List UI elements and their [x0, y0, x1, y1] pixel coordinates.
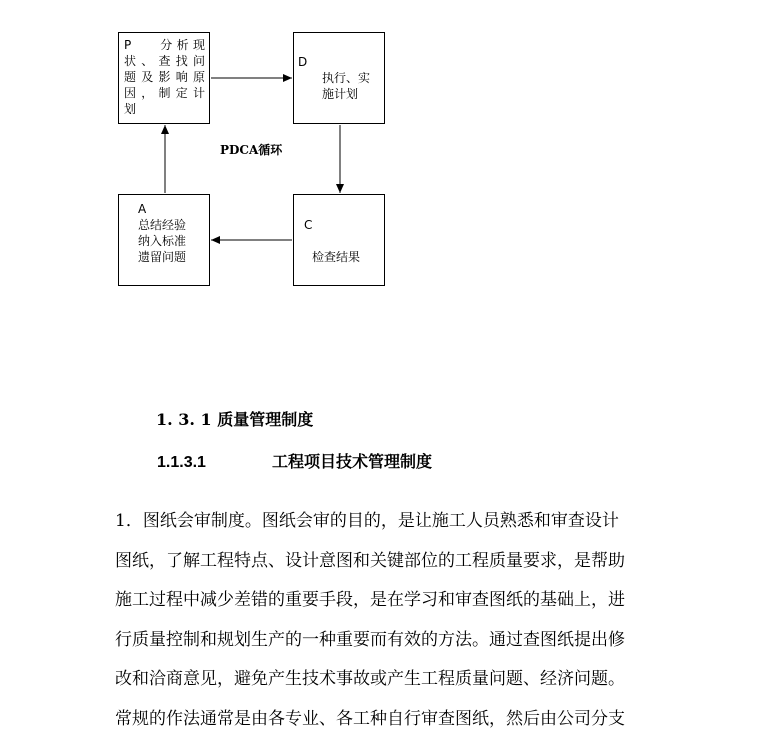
plan-line-5: 划 [124, 102, 137, 116]
heading-title: 工程项目技术管理制度 [272, 452, 433, 471]
act-line-3: 遗留问题 [138, 250, 187, 264]
do-letter: D [298, 55, 308, 69]
section-heading-1-1-3-1 [157, 449, 432, 472]
cycle-arrows [0, 0, 780, 330]
plan-line-2: 状、查找问 [124, 54, 205, 68]
check-text: 检查结果 [312, 250, 361, 264]
paragraph-line: 行质量控制和规划生产的一种重要而有效的方法。通过查图纸提出修 [115, 629, 625, 650]
plan-line-3: 题及影响原 [124, 70, 205, 84]
paragraph-line: 图纸，了解工程特点、设计意图和关键部位的工程质量要求，是帮助 [115, 550, 625, 571]
section-heading-1-3-1: 1. 3. 1 质量管理制度 [156, 410, 314, 429]
plan-line-4: 因，制定计 [124, 86, 205, 100]
paragraph-line: 1．图纸会审制度。图纸会审的目的，是让施工人员熟悉和审查设计 [115, 511, 619, 531]
paragraph-line: 常规的作法通常是由各专业、各工种自行审查图纸，然后由公司分支 [115, 708, 625, 729]
body-paragraph [115, 502, 670, 739]
check-letter: C [304, 218, 313, 232]
do-text: 执行、实施计划 [322, 71, 371, 101]
heading-number: 1.1.3.1 [157, 454, 206, 471]
plan-line-1: P 分析现 [124, 38, 205, 52]
act-line-1: 总结经验 [138, 218, 187, 232]
paragraph-line: 施工过程中减少差错的重要手段，是在学习和审查图纸的基础上，进 [115, 590, 625, 610]
paragraph-line: 改和洽商意见，避免产生技术事故或产生工程质量问题、经济问题。 [115, 669, 625, 689]
pdca-cycle-title: PDCA循环 [220, 143, 283, 157]
act-letter: A [138, 202, 147, 216]
act-line-2: 纳入标准 [138, 234, 187, 248]
